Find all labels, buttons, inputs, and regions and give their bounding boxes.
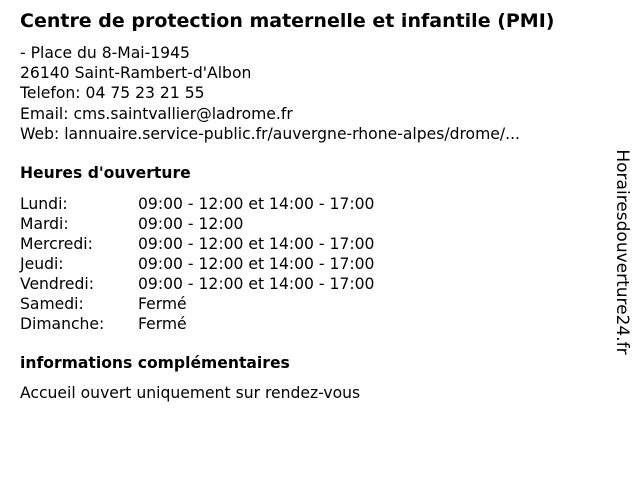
day-hours: Fermé	[138, 315, 187, 333]
hours-row-wednesday	[20, 234, 374, 254]
additional-info-heading: informations complémentaires	[20, 354, 290, 372]
hours-row-thursday	[20, 254, 374, 274]
opening-hours-heading: Heures d'ouverture	[20, 164, 191, 182]
day-label: Lundi:	[20, 195, 68, 213]
day-hours: Fermé	[138, 295, 187, 313]
day-label: Mercredi:	[20, 235, 93, 253]
additional-info-text: Accueil ouvert uniquement sur rendez-vous	[20, 384, 361, 402]
email-address: Email: cms.saintvallier@ladrome.fr	[20, 104, 293, 123]
day-hours: 09:00 - 12:00 et 14:00 - 17:00	[138, 275, 375, 293]
website-url: Web: lannuaire.service-public.fr/auvergne-rhone-alpes/drome/...	[20, 124, 521, 143]
day-label: Jeudi:	[20, 255, 64, 273]
hours-row-tuesday	[20, 214, 374, 234]
phone-number: Telefon: 04 75 23 21 55	[20, 84, 205, 103]
hours-row-saturday	[20, 294, 374, 314]
brand-watermark: Horairesdouverture24.fr	[612, 149, 632, 355]
hours-row-friday	[20, 274, 374, 294]
day-label: Vendredi:	[20, 275, 94, 293]
day-label: Mardi:	[20, 215, 69, 233]
day-hours: 09:00 - 12:00 et 14:00 - 17:00	[138, 235, 375, 253]
day-hours: 09:00 - 12:00	[138, 215, 244, 233]
hours-row-sunday	[20, 314, 374, 334]
day-label: Dimanche:	[20, 315, 105, 333]
contact-info	[20, 43, 520, 144]
day-hours: 09:00 - 12:00 et 14:00 - 17:00	[138, 195, 375, 213]
page-title: Centre de protection maternelle et infantile (PMI)	[20, 10, 555, 32]
hours-row-monday	[20, 194, 374, 214]
address-street: - Place du 8-Mai-1945	[20, 44, 190, 62]
opening-hours-table	[20, 194, 374, 334]
address-city: 26140 Saint-Rambert-d'Albon	[20, 64, 252, 83]
day-label: Samedi:	[20, 295, 84, 313]
day-hours: 09:00 - 12:00 et 14:00 - 17:00	[138, 255, 375, 273]
